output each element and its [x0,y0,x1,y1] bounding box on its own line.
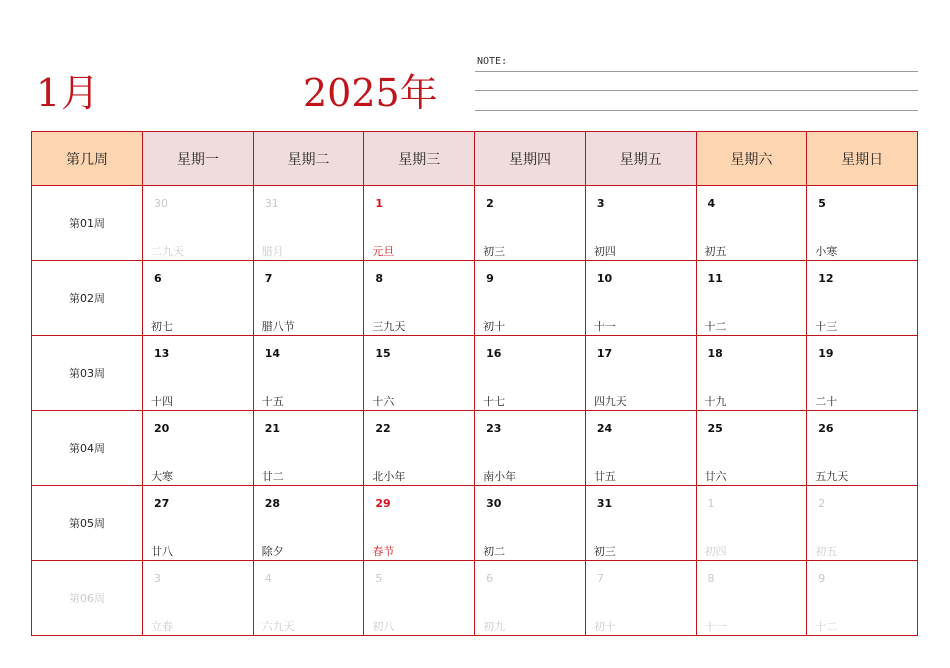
day-cell[interactable] [807,411,918,486]
lunar-date-label: 初四 [593,245,616,258]
day-cell[interactable] [807,336,918,411]
day-cell[interactable] [585,486,696,561]
day-cell[interactable] [475,186,586,261]
week-row [32,186,918,261]
lunar-date-label: 廿六 [704,470,727,483]
lunar-date-label: 五九天 [815,470,849,483]
day-cell[interactable] [475,411,586,486]
day-number: 24 [596,422,613,435]
day-number: 23 [486,422,502,435]
week-row [32,261,918,336]
header-thursday: 星期四 [475,132,586,186]
day-cell[interactable] [253,561,364,636]
lunar-date-label: 十四 [151,395,173,408]
lunar-date-label: 廿八 [151,545,173,558]
day-cell[interactable] [807,561,918,636]
day-number: 9 [486,272,494,285]
lunar-date-label: 初二 [483,545,506,558]
day-cell[interactable] [364,561,475,636]
day-number: 8 [375,272,384,285]
lunar-date-label: 腊月 [261,245,284,258]
lunar-date-label: 十六 [372,395,395,408]
week-row [32,336,918,411]
day-number: 29 [375,497,391,510]
lunar-date-label: 初四 [704,545,727,558]
day-number: 17 [596,347,613,360]
lunar-date-label: 十七 [483,395,506,408]
week-number-cell: 第01周 [32,186,143,261]
lunar-date-label: 廿五 [593,470,616,483]
day-cell[interactable] [143,261,254,336]
day-cell[interactable] [696,336,807,411]
day-number: 19 [818,347,834,360]
day-number: 5 [818,197,826,210]
day-number: 2 [818,497,826,510]
week-row [32,486,918,561]
lunar-date-label: 六九天 [261,620,295,633]
day-number: 21 [264,422,281,435]
header-sunday: 星期日 [807,132,918,186]
lunar-date-label: 大寒 [151,470,173,483]
day-number: 13 [154,347,170,360]
week-number-cell: 第03周 [32,336,143,411]
lunar-date-label: 初九 [483,620,506,633]
week-row [32,561,918,636]
lunar-date-label: 廿二 [261,470,284,483]
note-line [475,90,918,91]
day-cell[interactable] [475,261,586,336]
note-label: NOTE: [477,56,508,67]
day-cell[interactable] [364,411,475,486]
day-cell[interactable] [364,486,475,561]
day-number: 14 [264,347,281,360]
week-number-cell: 第02周 [32,261,143,336]
note-line [475,71,918,72]
lunar-date-label: 十二 [815,620,838,633]
day-number: 4 [264,572,272,585]
lunar-date-label: 元旦 [372,245,395,258]
day-number: 12 [818,272,834,285]
lunar-date-label: 初八 [372,620,395,633]
lunar-date-label: 十三 [815,320,838,333]
lunar-date-label: 初三 [593,545,616,558]
day-cell[interactable] [807,261,918,336]
day-number: 4 [707,197,716,210]
day-number: 16 [486,347,502,360]
lunar-date-label: 除夕 [261,545,284,558]
lunar-date-label: 十一 [704,620,727,633]
day-cell[interactable] [253,336,364,411]
lunar-date-label: 立春 [151,620,173,633]
lunar-date-label: 初十 [483,320,506,333]
day-number: 8 [707,572,715,585]
day-number: 1 [375,197,384,210]
lunar-date-label: 小寒 [815,245,838,258]
day-cell[interactable] [364,336,475,411]
day-cell[interactable] [143,561,254,636]
day-cell[interactable] [585,261,696,336]
day-number: 7 [264,272,273,285]
lunar-date-label: 十一 [593,320,616,333]
day-number: 3 [596,197,605,210]
week-row [32,411,918,486]
day-number: 18 [707,347,723,360]
lunar-date-label: 十五 [261,395,284,408]
day-cell[interactable] [807,486,918,561]
day-number: 10 [596,272,613,285]
lunar-date-label: 北小年 [372,470,406,483]
lunar-date-label: 三九天 [372,320,406,333]
day-cell[interactable] [585,561,696,636]
day-number: 28 [264,497,281,510]
calendar-grid [31,131,918,636]
day-cell[interactable] [364,186,475,261]
day-cell[interactable] [253,486,364,561]
day-number: 3 [154,572,161,585]
day-number: 30 [486,497,502,510]
lunar-date-label: 初十 [593,620,616,633]
day-cell[interactable] [475,486,586,561]
calendar-header-row [32,132,918,186]
day-cell[interactable] [585,186,696,261]
day-number: 31 [264,197,279,210]
lunar-date-label: 初五 [704,245,727,258]
day-cell[interactable] [143,336,254,411]
week-number-cell: 第05周 [32,486,143,561]
lunar-date-label: 春节 [372,545,395,558]
header-saturday: 星期六 [696,132,807,186]
day-cell[interactable] [253,186,364,261]
day-cell[interactable] [585,336,696,411]
day-cell[interactable] [696,186,807,261]
lunar-date-label: 腊八节 [261,320,295,333]
lunar-date-label: 四九天 [593,395,627,408]
day-cell[interactable] [696,486,807,561]
header-friday: 星期五 [585,132,696,186]
day-cell[interactable] [585,411,696,486]
header-wednesday: 星期三 [364,132,475,186]
week-number-cell: 第06周 [32,561,143,636]
lunar-date-label: 二九天 [151,245,184,258]
day-number: 20 [154,422,170,435]
day-number: 9 [818,572,826,585]
day-cell[interactable] [364,261,475,336]
lunar-date-label: 初三 [483,245,506,258]
header-week-number: 第几周 [32,132,143,186]
day-number: 1 [707,497,715,510]
day-number: 22 [375,422,391,435]
day-cell[interactable] [143,186,254,261]
note-line [475,110,918,111]
day-cell[interactable] [807,186,918,261]
day-number: 27 [154,497,170,510]
day-number: 31 [596,497,613,510]
year-title: 2025年 [303,71,438,115]
day-cell[interactable] [475,336,586,411]
day-cell[interactable] [253,261,364,336]
lunar-date-label: 十二 [704,320,727,333]
day-number: 11 [707,272,723,285]
day-cell[interactable] [253,411,364,486]
lunar-date-label: 初七 [151,320,173,333]
day-cell[interactable] [143,486,254,561]
day-cell[interactable] [143,411,254,486]
day-number: 6 [154,272,162,285]
day-number: 5 [375,572,383,585]
day-number: 6 [486,572,494,585]
day-cell[interactable] [696,261,807,336]
header-tuesday: 星期二 [253,132,364,186]
day-cell[interactable] [475,561,586,636]
lunar-date-label: 十九 [704,395,727,408]
month-title: 1月 [36,71,101,115]
lunar-date-label: 二十 [815,395,838,408]
day-number: 30 [154,197,168,210]
day-cell[interactable] [696,411,807,486]
lunar-date-label: 南小年 [483,470,517,483]
day-cell[interactable] [696,561,807,636]
day-number: 25 [707,422,723,435]
day-number: 15 [375,347,391,360]
header-monday: 星期一 [143,132,254,186]
week-number-cell: 第04周 [32,411,143,486]
day-number: 7 [596,572,604,585]
lunar-date-label: 初五 [815,545,838,558]
day-number: 26 [818,422,834,435]
day-number: 2 [486,197,494,210]
